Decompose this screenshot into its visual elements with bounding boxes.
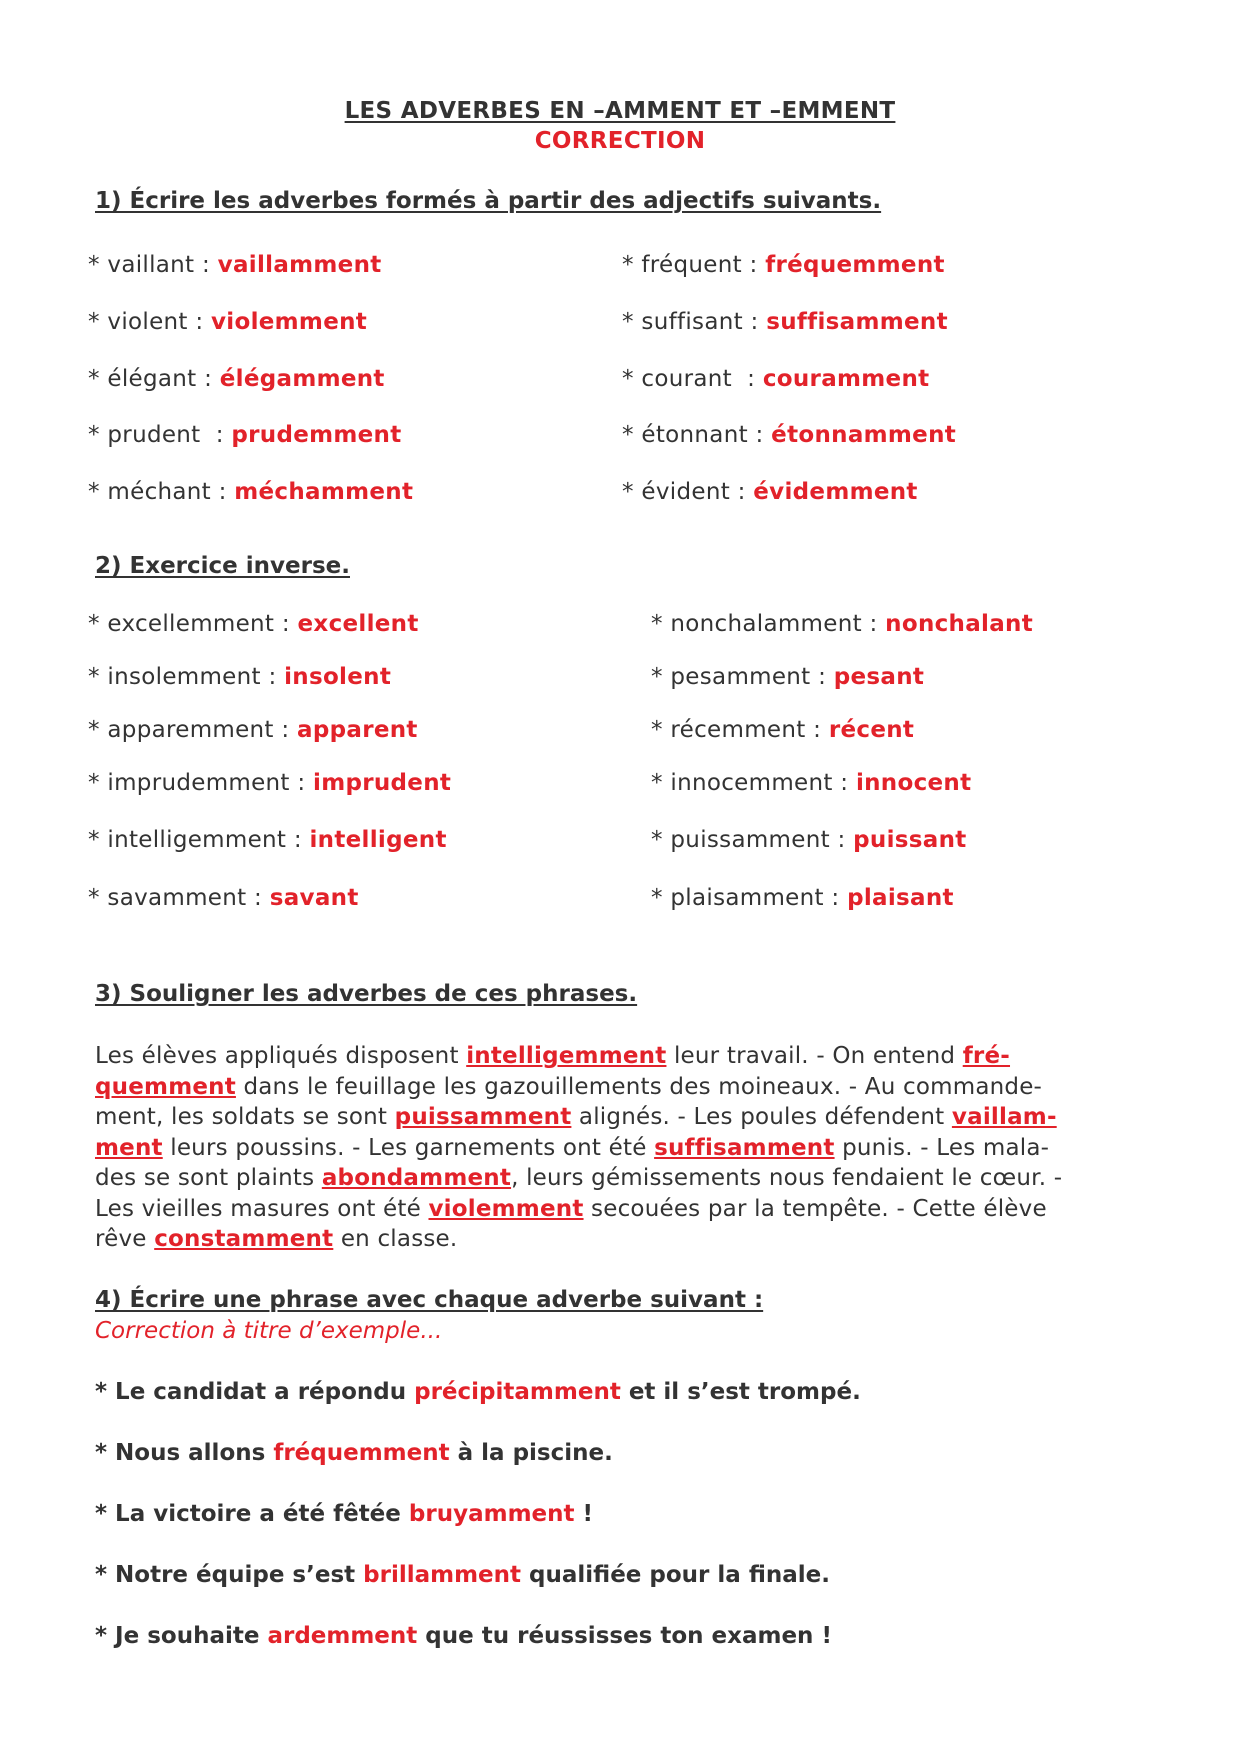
item-prompt: * pesamment : [651, 664, 834, 690]
item-prompt: * étonnant : [622, 422, 772, 448]
s1-right-item [622, 252, 945, 278]
item-answer: innocent [855, 770, 972, 796]
item-answer: méchamment [234, 479, 414, 505]
item-prompt: * savamment : [88, 885, 270, 911]
s2-right-item [651, 885, 954, 911]
s1-right-item [622, 422, 956, 448]
item-prompt: * violent : [88, 309, 211, 335]
item-answer: fréquemment [765, 252, 945, 278]
item-prompt: * évident : [622, 479, 754, 505]
underlined-adverb: fré- [962, 1043, 1011, 1069]
item-answer: vaillamment [217, 252, 382, 278]
item-answer: couramment [762, 366, 930, 392]
section-1-heading: 1) Écrire les adverbes formés à partir des adjectifs suivants. [95, 188, 882, 214]
example-sentence: * Nous allons fréquemment à la piscine. [95, 1440, 613, 1466]
item-answer: pesant [833, 664, 925, 690]
s1-right-item [622, 366, 929, 392]
item-prompt: * courant : [622, 366, 763, 392]
item-answer: apparent [297, 717, 418, 743]
example-sentence: * La victoire a été fêtée bruyamment ! [95, 1501, 593, 1527]
s2-right-item [651, 770, 971, 796]
s1-left-item [88, 252, 382, 278]
item-answer: intelligent [309, 827, 447, 853]
item-answer: nonchalant [885, 611, 1034, 637]
item-answer: puissant [853, 827, 967, 853]
page-subtitle: CORRECTION [534, 128, 706, 154]
underlined-adverb: intelligemment [466, 1043, 667, 1069]
item-answer: violemment [211, 309, 368, 335]
item-prompt: * nonchalamment : [651, 611, 886, 637]
s2-left-item [88, 827, 447, 853]
sentence-adverb: précipitamment [414, 1379, 621, 1405]
item-prompt: * intelligemment : [88, 827, 310, 853]
item-prompt: * plaisamment : [651, 885, 848, 911]
item-answer: étonnamment [771, 422, 957, 448]
item-prompt: * apparemment : [88, 717, 298, 743]
item-prompt: * élégant : [88, 366, 220, 392]
item-prompt: * insolemment : [88, 664, 285, 690]
correction-note: Correction à titre d’exemple... [95, 1318, 443, 1344]
item-answer: prudemment [231, 422, 402, 448]
s1-right-item [622, 309, 948, 335]
item-prompt: * vaillant : [88, 252, 218, 278]
s2-left-item [88, 664, 391, 690]
underlined-adverb: vaillam- [951, 1104, 1057, 1130]
s2-left-item [88, 770, 451, 796]
item-answer: imprudent [313, 770, 452, 796]
sentence-adverb: bruyamment [408, 1501, 575, 1527]
section-3-heading: 3) Souligner les adverbes de ces phrases. [95, 981, 638, 1007]
underlined-adverb: suffisamment [654, 1134, 835, 1161]
sentence-adverb: ardemment [267, 1623, 418, 1649]
item-answer: plaisant [847, 885, 954, 911]
item-prompt: * prudent : [88, 422, 232, 448]
item-prompt: * suffisant : [622, 309, 767, 335]
example-sentence: * Je souhaite ardemment que tu réussisses ton examen ! [95, 1623, 832, 1649]
underlined-adverb: ment [95, 1134, 163, 1161]
item-prompt: * récemment : [651, 717, 829, 743]
item-prompt: * méchant : [88, 479, 235, 505]
page-title: LES ADVERBES EN –AMMENT ET –EMMENT [344, 98, 896, 124]
underlined-adverb: abondamment [321, 1165, 512, 1191]
s2-right-item [651, 717, 914, 743]
item-prompt: * fréquent : [622, 252, 766, 278]
underlined-adverb: quemment [95, 1073, 236, 1100]
section-2-heading: 2) Exercice inverse. [95, 553, 350, 579]
s2-left-item [88, 717, 418, 743]
s2-left-item [88, 611, 419, 637]
s1-left-item [88, 366, 385, 392]
example-sentence: * Notre équipe s’est brillamment qualifiée pour la finale. [95, 1562, 830, 1588]
item-answer: récent [828, 717, 915, 743]
section-4-heading: 4) Écrire une phrase avec chaque adverbe suivant : [95, 1287, 764, 1313]
s1-left-item [88, 479, 413, 505]
s2-right-item [651, 827, 967, 853]
s1-right-item [622, 479, 918, 505]
exercise-paragraph: Les élèves appliqués disposent intelligemment leur travail. - On entend fré- quemment dans le feuillage les gazouillements des moineaux. - Au commande- ment, les soldats se sont puissamment alignés. - Les poules défendent vaillam- ment leurs poussins. - Les garnements ont été suffisamment punis. - Les mala- des se sont plaints abondamment, leurs gémissements nous fendaient le cœur. - Les vieilles masures ont été violemment secouées par la tempête. - Cette élève rêve constamment en classe. [95, 1043, 1063, 1252]
s2-right-item [651, 611, 1033, 637]
sentence-adverb: fréquemment [273, 1440, 450, 1466]
item-answer: évidemment [753, 479, 918, 505]
sentence-adverb: brillamment [363, 1562, 522, 1588]
item-prompt: * imprudemment : [88, 770, 314, 796]
item-prompt: * innocemment : [651, 770, 856, 796]
example-sentence: * Le candidat a répondu précipitamment et il s’est trompé. [95, 1379, 861, 1405]
item-answer: excellent [297, 611, 419, 637]
item-answer: insolent [284, 664, 392, 690]
item-answer: savant [269, 885, 359, 911]
item-answer: élégamment [219, 366, 385, 392]
underlined-adverb: puissamment [394, 1104, 572, 1130]
underlined-adverb: violemment [428, 1195, 584, 1222]
underlined-adverb: constamment [154, 1226, 334, 1252]
item-prompt: * puissamment : [651, 827, 854, 853]
item-prompt: * excellemment : [88, 611, 298, 637]
s1-left-item [88, 309, 367, 335]
s1-left-item [88, 422, 402, 448]
s2-left-item [88, 885, 359, 911]
s2-right-item [651, 664, 924, 690]
item-answer: suffisamment [766, 309, 948, 335]
